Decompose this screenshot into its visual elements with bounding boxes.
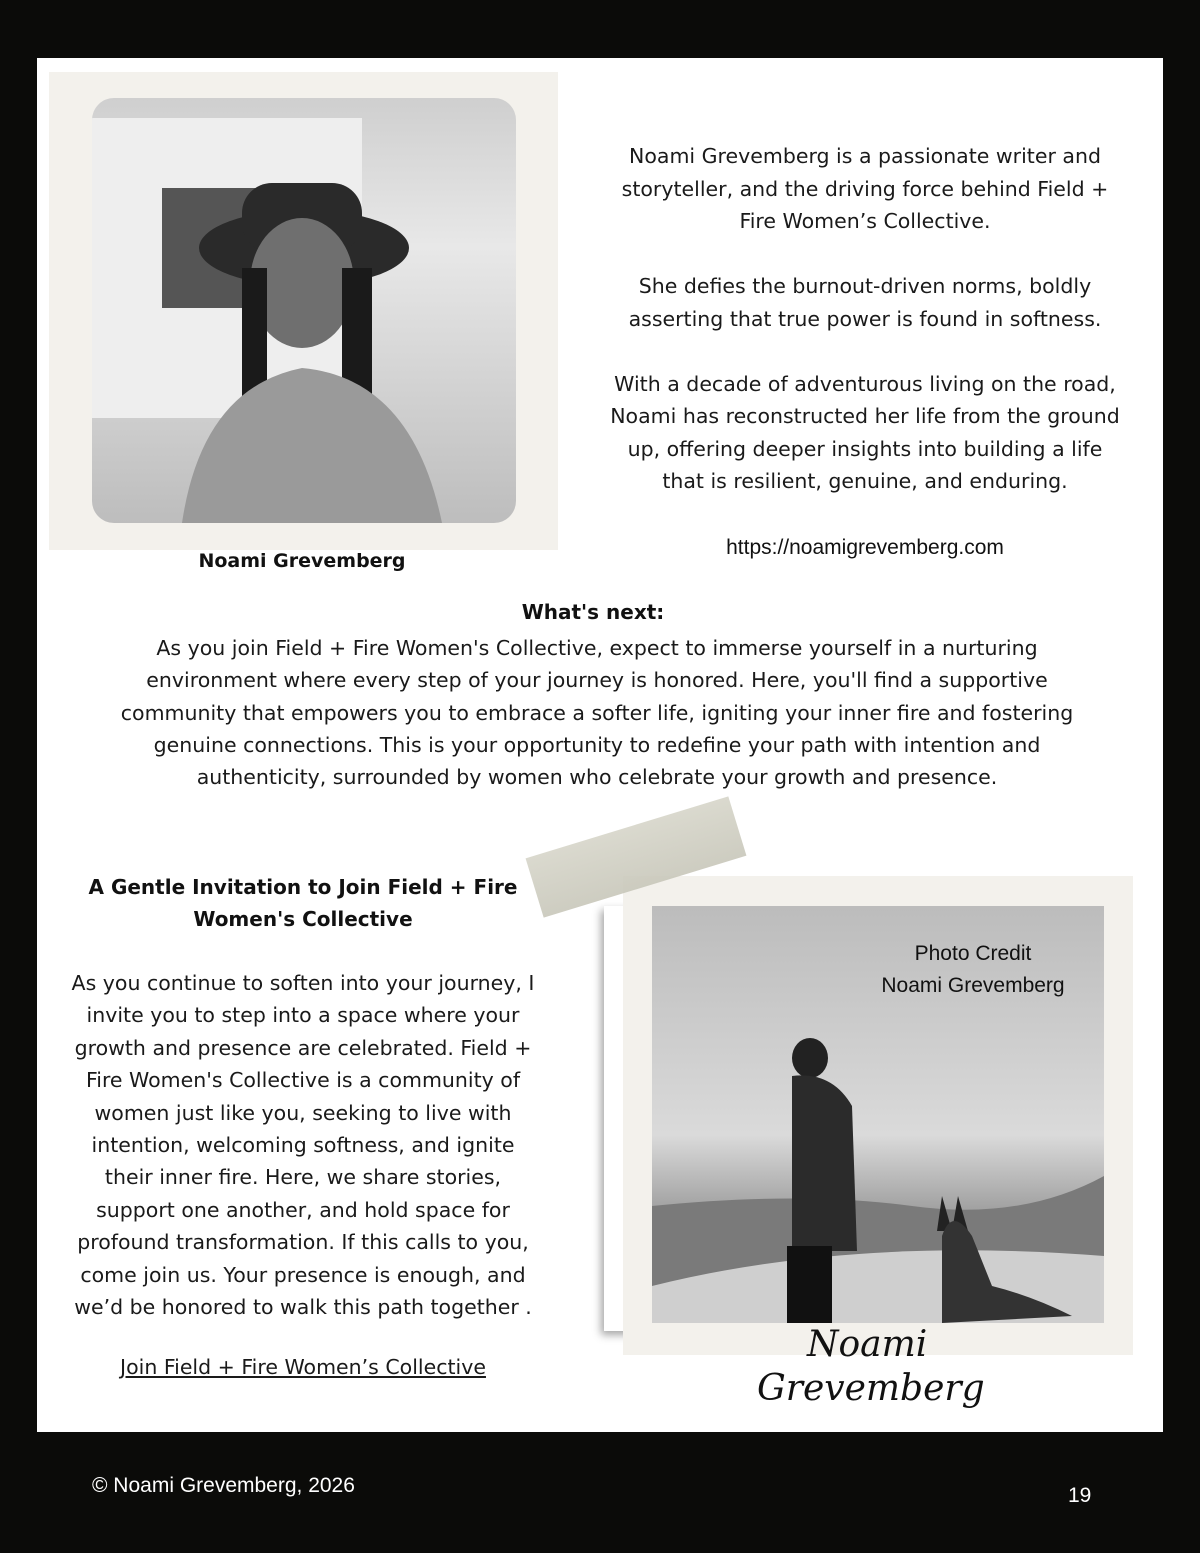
bio-paragraph: She defies the burnout-driven norms, boldly asserting that true power is found in softness. [628, 274, 1102, 331]
whats-next-body: As you join Field + Fire Women's Collective, expect to immerse yourself in a nurturing environment where every step of your journey is honored. Here, you'll find a supportive community that empowers you to embrace a softer life, igniting your inner fire and fostering genuine connections. This is your opportunity to redefine your path with intention and authenticity, surrounded by women who celebrate your growth and presence. [120, 636, 1074, 790]
bio-paragraph: Noami Grevemberg is a passionate writer and storyteller, and the driving force behind Field + Fire Women’s Collective. [621, 144, 1109, 233]
copyright: © Noami Grevemberg, 2026 [92, 1474, 355, 1497]
photo-credit-label: Photo Credit [914, 942, 1032, 965]
page-number: 19 [1068, 1484, 1092, 1507]
author-website-link[interactable]: https://noamigrevemberg.com [726, 536, 1004, 559]
signature-first-name: Noami [807, 1324, 928, 1365]
invitation-body: As you continue to soften into your journey, I invite you to step into a space where your growth and presence are celebrated. Field + Fire Women's Collective is a community of women just like you, seeking to live with intention, welcoming softness, and ignite their inner fire. Here, we share stories, support one another, and hold space for profound transformation. If this calls to you, come join us. Your presence is enough, and we’d be honored to walk this path together . [71, 971, 535, 1320]
page [37, 58, 1163, 1432]
author-bio [607, 140, 1123, 530]
whats-next-heading: What's next: [521, 600, 665, 624]
invitation-heading: A Gentle Invitation to Join Field + Fire Women's Collective [88, 875, 518, 931]
signature [757, 1323, 997, 1411]
bio-paragraph: With a decade of adventurous living on the road, Noami has reconstructed her life from the ground up, offering deeper insights into building a life that is resilient, genuine, and enduring. [610, 371, 1120, 493]
join-collective-link[interactable]: Join Field + Fire Women’s Collective [120, 1355, 486, 1379]
desert-dog-photo [652, 906, 1104, 1323]
author-portrait-photo [92, 98, 516, 523]
photo-credit-name: Noami Grevemberg [881, 974, 1065, 997]
author-caption: Noami Grevemberg [198, 550, 406, 572]
photo-credit [858, 938, 1088, 1002]
signature-last-name: Grevemberg [757, 1368, 985, 1409]
